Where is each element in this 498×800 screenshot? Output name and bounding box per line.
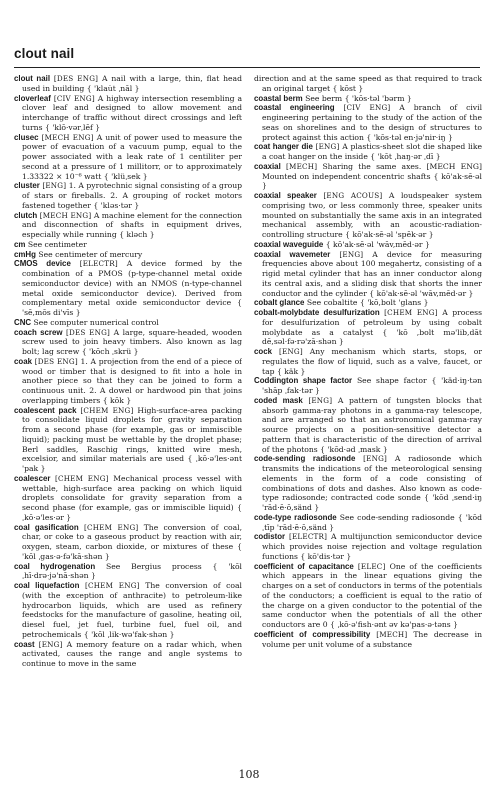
entry-pronunciation: { kō'ak·sē·əl } <box>262 171 482 191</box>
entry-headword: cmHg <box>14 249 36 259</box>
entry-headword: coaxial waveguide <box>254 239 324 249</box>
entry-definition: A loudspeaker system comprising two, or less commonly three, speaker units mounted on substantially the same axis in an integrated mechanical assembly, with an acoustic-radiation-controlling structure <box>262 191 482 239</box>
dictionary-entry <box>254 94 482 104</box>
dictionary-entry <box>254 250 482 299</box>
entry-field-tag: [MECH ENG] <box>41 132 94 142</box>
entry-definition: A device for measuring frequencies above about 100 megahertz, consisting of a rigid metal cylinder that has an inner conductor along its central axis, and a sliding disk that shorts the inner conductor and the cylinder <box>262 249 482 298</box>
dictionary-entry <box>14 523 242 562</box>
entry-definition: The decrease in volume per unit volume of a substance <box>262 629 482 649</box>
entry-field-tag: [ELECTR] <box>288 532 328 542</box>
dictionary-entry <box>14 181 242 210</box>
entry-definition: The conversion of coal (with the exception of anthracite) to petroleum-like hydrocarbon liquids, which are used as refinery feedstocks for the manufacture of gasoline, heating oil, diesel fuel, jet fuel, turbine fuel, fuel oil, and petrochemicals <box>22 581 242 639</box>
entry-pronunciation: { 'kō,bolt 'glans } <box>359 298 429 308</box>
entry-field-tag: [ELEC] <box>357 561 386 571</box>
entry-pronunciation: { kō'ak·sē·əl 'wāv,mēd·ər } <box>369 288 474 298</box>
entry-pronunciation: { 'kō ,bolt mə'lib,dāt dē,səl·fə·rə'zā·shən } <box>262 327 482 347</box>
entry-definition: Any mechanism which starts, stops, or regulates the flow of liquid, such as a valve, faucet, or tap <box>262 347 482 376</box>
entry-definition: A memory feature on a radar which, when activated, causes the range and angle systems to continue to move in the same <box>22 639 242 668</box>
entry-field-tag: [DES ENG] <box>34 356 78 366</box>
entry-field-tag: [ENG] <box>42 181 67 191</box>
entry-field-tag: [ENG] <box>363 454 388 464</box>
entry-headword: coaxial speaker <box>254 191 317 200</box>
dictionary-entry <box>254 347 482 376</box>
entry-headword: coal liquefaction <box>14 581 80 590</box>
entry-headword: code-type radiosonde <box>254 512 337 522</box>
entry-pronunciation: { 'kōch ˌskrü } <box>81 347 139 356</box>
entry-columns <box>14 74 482 764</box>
entry-definition: Sharing the same axes. [MECH ENG] Mounted on independent concentric shafts <box>262 161 482 181</box>
entry-pronunciation: { 'kōl ˌgas·ə·fə'kā·shən } <box>22 542 242 561</box>
entry-headword: clout nail <box>14 74 51 83</box>
entry-field-tag: [ENG] <box>278 347 303 356</box>
dictionary-entry <box>254 396 482 455</box>
entry-field-tag: [ENG] <box>315 142 340 152</box>
entry-headword: cloverleaf <box>14 93 51 103</box>
entry-headword: codistor <box>254 532 286 542</box>
entry-pronunciation: { 'kōd ˌsend·iŋ 'rād·ē·ō,sänd } <box>262 493 482 512</box>
entry-pronunciation: { 'kləs·tər } <box>93 200 140 210</box>
running-head: clout nail <box>14 46 75 61</box>
entry-definition: A process for desulfurization of petroleum by using cobalt molybdate as a catalyst <box>262 308 482 337</box>
entry-headword: coefficient of compressibility <box>254 629 371 639</box>
dictionary-entry <box>14 250 242 260</box>
entry-pronunciation: { kō'ak·sē·əl 'wāv,mēd·ər } <box>325 239 430 249</box>
dictionary-entry <box>14 328 242 357</box>
entry-headword: coak <box>14 356 32 366</box>
entry-pronunciation: { kləch } <box>119 230 155 239</box>
entry-pronunciation: { 'käd·iŋ·tən 'shāp ˌfak·tər } <box>262 376 482 395</box>
entry-pronunciation: { 'klau̇t ˌnāl } <box>86 83 140 93</box>
entry-pronunciation: { 'klō·vərˌlēf } <box>44 122 101 132</box>
entry-headword: cm <box>14 239 26 249</box>
dictionary-entry <box>254 513 482 533</box>
entry-headword: cobalt glance <box>254 298 305 308</box>
entry-headword: coaxial wavemeter <box>254 249 331 259</box>
entry-field-tag: [ELECTR] <box>79 259 118 269</box>
entry-definition: See berm <box>305 93 343 103</box>
entry-pronunciation: { ˌkō·ə'les·ər } <box>22 503 242 522</box>
dictionary-entry <box>14 94 242 133</box>
dictionary-entry <box>254 162 482 191</box>
entry-pronunciation: { ˌkō·ə'les·ənt 'pak } <box>22 454 242 473</box>
dictionary-entry <box>254 103 482 142</box>
dictionary-entry <box>254 240 482 250</box>
entry-pronunciation: { kōst } <box>332 83 364 93</box>
entry-headword: CMOS device <box>14 259 71 269</box>
entry-definition: A machine element for the connection and disconnection of shafts in equipment drives, especially while running <box>22 210 242 239</box>
entry-field-tag: [CHEM ENG] <box>84 581 140 590</box>
entry-headword: coalescer <box>14 473 51 483</box>
dictionary-entry <box>14 133 242 182</box>
entry-headword: clusec <box>14 132 39 142</box>
entry-headword: CNC <box>14 317 32 327</box>
entry-definition: A branch of civil engineering pertaining to the study of the action of the seas on shorelines and to the design of structures to protect against this action <box>262 103 482 142</box>
entry-headword: clutch <box>14 210 38 220</box>
entry-headword: coefficient of capacitance <box>254 561 354 571</box>
left-column <box>14 74 242 764</box>
page-number: 108 <box>238 768 260 781</box>
entry-pronunciation: { 'kōd ˌtīp 'rād·ē·ō,sänd } <box>262 512 482 532</box>
entry-definition: A nail with a large, thin, flat head used in building <box>22 74 242 93</box>
dictionary-entry <box>14 357 242 406</box>
entry-pronunciation: { 'kōd·əd ˌmask } <box>320 444 388 454</box>
entry-pronunciation: { 'kōs·təl en·jə'nir·iŋ } <box>366 132 453 142</box>
entry-field-tag: [MECH] <box>376 629 408 639</box>
entry-field-tag: [CIV ENG] <box>343 103 391 113</box>
dictionary-entry <box>254 298 482 308</box>
entry-field-tag: [CIV ENG] <box>53 93 95 103</box>
entry-field-tag: [MECH] <box>286 161 318 171</box>
dictionary-entry <box>254 308 482 347</box>
dictionary-entry <box>14 240 242 250</box>
dictionary-entry <box>254 630 482 650</box>
entry-definition: A unit of power used to measure the power of evacuation of a vacuum pump, equal to the power associated with a leak rate of 1 centiliter per second at a pressure of 1 millitorr, or to approximately 1.33322 × 10⁻⁶ watt <box>22 132 242 181</box>
entry-definition: One of the coefficients which appears in the linear equations giving the charges on a set of conductors in terms of the potentials of the conductors; a coefficient is equal to the ratio of the charge on a given conductor to the potential of the same conductor when the potentials of all the other conductors are 0 <box>262 561 482 629</box>
entry-definition: See shape factor <box>356 376 427 386</box>
entry-pronunciation: { 'kōl ˌhī·drə·jə'nā·shən } <box>22 561 242 581</box>
entry-definition: The conversion of coal, char, or coke to a gaseous product by reaction with air, oxygen, steam, carbon dioxide, or mixtures of these <box>22 522 242 551</box>
entry-field-tag: [ENG ACOUS] <box>323 191 383 200</box>
entry-headword: cobalt-molybdate desulfurization <box>254 308 380 317</box>
entry-pronunciation: { 'kōs·təl 'bərm } <box>344 93 412 103</box>
entry-definition: A radiosonde which transmits the indications of the meteorological sensing elements in the form of a code consisting of combinations of dots and dashes. Also known as code-type radiosonde; contracted code sonde <box>262 454 482 503</box>
entry-definition: A device formed by the combination of a PMOS (p-type-channel metal oxide semiconductor device) with an NMOS (n-type-channel metal oxide semiconductor device). Derived from complementary metal oxide semiconductor device <box>22 259 242 308</box>
entry-definition: A multijunction semiconductor device which provides noise rejection and voltage regulation functions <box>262 532 482 561</box>
entry-headword: coalescent pack <box>14 405 77 415</box>
dictionary-entry <box>14 74 242 94</box>
dictionary-entry <box>254 454 482 513</box>
entry-pronunciation: { kōk } <box>102 395 132 405</box>
entry-headword: coach screw <box>14 327 63 337</box>
dictionary-entry <box>14 211 242 240</box>
entry-headword: Coddington shape factor <box>254 376 353 386</box>
entry-definition: See centimeter of mercury <box>38 249 143 259</box>
entry-headword: coaxial <box>254 161 281 171</box>
entry-definition: See Bergius process <box>106 561 202 571</box>
entry-definition: See computer numerical control <box>33 317 159 327</box>
entry-headword: coal gasification <box>14 522 79 532</box>
entry-definition: A large, square-headed, wooden screw used to join heavy timbers. Also known as lag bolt; lag screw <box>22 327 242 356</box>
entry-headword: coastal berm <box>254 93 303 103</box>
entry-field-tag: [ENG] <box>339 249 364 259</box>
entry-definition: See centimeter <box>27 239 87 249</box>
entry-definition: 1. A pyrotechnic signal consisting of a group of stars or fireballs. 2. A grouping of rocket motors fastened together <box>22 181 242 210</box>
entry-headword: code-sending radiosonde <box>254 454 356 464</box>
entry-headword: cluster <box>14 181 40 191</box>
dictionary-entry <box>14 581 242 640</box>
entry-definition: A plastics-sheet slot die shaped like a coat hanger on the inside <box>262 142 482 161</box>
entry-definition: A highway intersection resembling a clover leaf and designed to allow movement and interchange of traffic without direct crossings and left turns <box>22 93 242 132</box>
entry-pronunciation: { ˌkō·ə'fish·ənt əv kə'pas·ə·təns } <box>330 620 459 629</box>
entry-headword: coastal engineering <box>254 103 335 113</box>
entry-definition: See code-sending radiosonde <box>339 512 455 522</box>
entry-headword: coat hanger die <box>254 142 313 152</box>
entry-field-tag: [CHEM ENG] <box>83 522 139 532</box>
entry-headword: coded mask <box>254 395 303 405</box>
dictionary-entry <box>254 376 482 396</box>
dictionary-entry <box>14 318 242 328</box>
entry-field-tag: [ENG] <box>308 395 333 405</box>
dictionary-entry <box>254 142 482 162</box>
dictionary-entry <box>254 562 482 630</box>
entry-field-tag: [MECH ENG] <box>39 210 92 220</box>
dictionary-entry <box>14 640 242 669</box>
header-rule <box>14 67 480 68</box>
entry-definition: A pattern of tungsten blocks that absorb gamma-ray photons in a gamma-ray telescope, and are arranged so that an astronomical gamma-ray source projects on a position-sensitive detector a pattern that is characteristic of the direction of arrival of the photons <box>262 395 482 454</box>
entry-definition: 1. A projection from the end of a piece of wood or timber that is designed to fit into a hole in another piece so that they can be joined to form a continuous unit. 2. A dowel or hardwood pin that joins overlapping timbers <box>22 356 242 405</box>
entry-field-tag: [DES ENG] <box>53 74 99 83</box>
entry-pronunciation: { 'kōt ˌhaŋ·ər ˌdī } <box>370 152 441 161</box>
dictionary-entry <box>254 532 482 561</box>
entry-field-tag: [CHEM ENG] <box>54 473 109 483</box>
entry-field-tag: [CHEM ENG] <box>80 405 134 415</box>
entry-headword: coal hydrogenation <box>14 561 96 571</box>
entry-headword: coast <box>14 639 35 649</box>
entry-field-tag: [DES ENG] <box>66 327 111 337</box>
entry-headword: cock <box>254 347 272 356</box>
dictionary-entry <box>14 474 242 523</box>
entry-field-tag: [ENG] <box>38 639 63 649</box>
entry-pronunciation: { 'kōl ˌlik·wə'fak·shən } <box>83 629 175 639</box>
dictionary-entry <box>14 562 242 582</box>
entry-pronunciation: { 'sē,mōs di'vīs } <box>22 298 242 317</box>
dictionary-entry <box>14 406 242 474</box>
entry-field-tag: [CHEM ENG] <box>384 308 438 317</box>
entry-definition: direction and at the same speed as that required to track an original target <box>254 74 482 93</box>
dictionary-entry <box>14 259 242 318</box>
entry-definition: See cobaltite <box>306 298 358 308</box>
dictionary-entry <box>254 74 482 94</box>
dictionary-entry <box>254 191 482 240</box>
entry-definition: High-surface-area packing to consolidate liquid droplets for gravity separation from a second phase (for example, gas or immiscible liquid); packing must be wettable by the droplet phase; Berl saddles, Raschig rings, knitted wire mesh, excelsior, and similar materials are used <box>22 405 242 464</box>
entry-pronunciation: { 'klüˌsek } <box>103 171 148 181</box>
entry-pronunciation: { kō'dis·tər } <box>300 551 352 561</box>
entry-pronunciation: { käk } <box>276 366 306 376</box>
entry-definition: Mechanical process vessel with wettable, high-surface area packing on which liquid droplets consolidate for gravity separation from a second phase (for example, gas or immiscible liquid) <box>22 473 242 512</box>
right-column <box>254 74 482 764</box>
entry-pronunciation: { kō'ak·sē·əl 'spēk·ər } <box>345 230 434 239</box>
